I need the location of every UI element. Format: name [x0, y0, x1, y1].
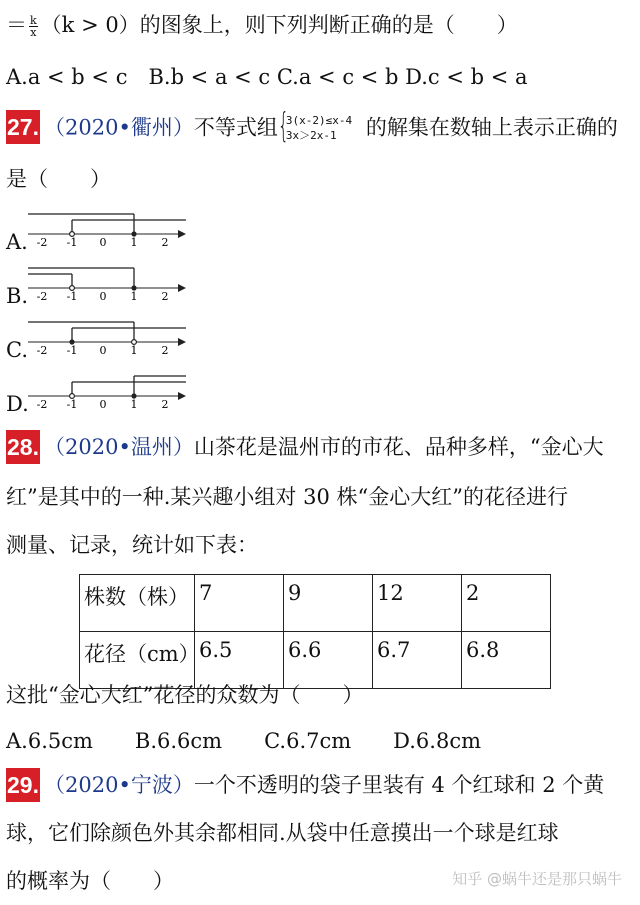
tick-label: -2 [36, 344, 48, 356]
q26-options: A.a < b < c B.b < a < c C.a < c < b D.c < b < a [6, 65, 528, 89]
q27-option-b-label: B. [6, 284, 29, 308]
tick-label: 2 [161, 290, 169, 302]
q27-stem [44, 106, 618, 146]
table-cell: 7 [195, 575, 284, 632]
q29-stem-line1 [44, 772, 604, 798]
tick-label: -2 [36, 290, 48, 302]
q27-source: （2020•衢州） [44, 115, 194, 140]
q29-source: （2020•宁波） [44, 773, 194, 797]
fraction-numerator: k [30, 14, 37, 27]
q27-number-badge: 27. [6, 110, 40, 144]
q28-text: 山茶花是温州市的市花、品种多样，“金心大 [193, 435, 604, 459]
tick-label: -2 [36, 236, 48, 248]
table-cell: 6.5 [195, 632, 284, 689]
number-line-d [28, 374, 188, 410]
tick-label: 1 [130, 398, 138, 410]
tick-label: -1 [66, 398, 78, 410]
q29-number-badge: 29. [6, 768, 40, 802]
table-row [80, 575, 551, 632]
tick-label: -1 [66, 290, 78, 302]
watermark: 知乎 @蜗牛还是那只蜗牛 [452, 870, 622, 888]
tick-label: 2 [161, 398, 169, 410]
tick-label: 1 [130, 344, 138, 356]
table-cell: 6.7 [373, 632, 462, 689]
q27-text-before: 不等式组 [193, 115, 278, 140]
q28-stem-line1 [44, 434, 604, 460]
q29-text: 一个不透明的袋子里装有 4 个红球和 2 个黄 [193, 773, 605, 797]
q26-stem [6, 12, 518, 38]
tick-label: -1 [66, 236, 78, 248]
inequality-1: 3(x-2)≤x-4 [285, 114, 353, 127]
number-line-a [28, 212, 188, 248]
table-cell: 2 [462, 575, 551, 632]
fraction-denominator: x [30, 26, 37, 39]
q26-text: （k > 0）的图象上，则下列判断正确的是（ ） [40, 13, 518, 37]
q27-option-a-label: A. [6, 230, 28, 254]
table-cell: 12 [373, 575, 462, 632]
q28-source: （2020•温州） [44, 435, 194, 459]
q29-stem-line2: 球，它们除颜色外其余都相同.从袋中任意摸出一个球是红球 [6, 821, 559, 845]
flower-diameter-table [79, 574, 551, 689]
tick-label: -1 [66, 344, 78, 356]
inequality-2: 3x＞2x-1 [285, 129, 337, 142]
number-line-b [28, 266, 188, 302]
table-row [80, 632, 551, 689]
q27-option-c-label: C. [6, 338, 28, 362]
tick-label: 0 [99, 344, 107, 356]
table-cell: 6.6 [284, 632, 373, 689]
q27-text-after: 的解集在数轴上表示正确的 [365, 115, 618, 140]
q28-question: 这批“金心大红”花径的众数为（ ） [6, 683, 364, 707]
q28-stem-line2: 红”是其中的一种.某兴趣小组对 30 株“金心大红”的花径进行 [6, 485, 568, 509]
q27-stem-line2: 是（ ） [6, 167, 111, 191]
inequality-system [277, 106, 366, 146]
tick-label: 0 [99, 290, 107, 302]
tick-label: 0 [99, 398, 107, 410]
tick-label: -2 [36, 398, 48, 410]
tick-label: 1 [130, 236, 138, 248]
table-cell: 6.8 [462, 632, 551, 689]
q28-number-badge: 28. [6, 430, 40, 464]
q28-stem-line3: 测量、记录，统计如下表： [6, 533, 258, 557]
tick-label: 2 [161, 344, 169, 356]
tick-label: 2 [161, 236, 169, 248]
table-cell: 9 [284, 575, 373, 632]
tick-label: 1 [130, 290, 138, 302]
brace-icon: { [277, 106, 289, 146]
table-cell: 花径（cm） [80, 632, 195, 689]
fraction-k-over-x [29, 15, 38, 38]
number-line-c [28, 320, 188, 356]
q29-stem-line3: 的概率为（ ） [6, 869, 174, 893]
equals-sign: ＝ [6, 13, 27, 37]
q27-option-d-label: D. [6, 392, 29, 416]
q28-options: A.6.5cm B.6.6cm C.6.7cm D.6.8cm [6, 729, 481, 753]
table-cell: 株数（株） [80, 575, 195, 632]
tick-label: 0 [99, 236, 107, 248]
